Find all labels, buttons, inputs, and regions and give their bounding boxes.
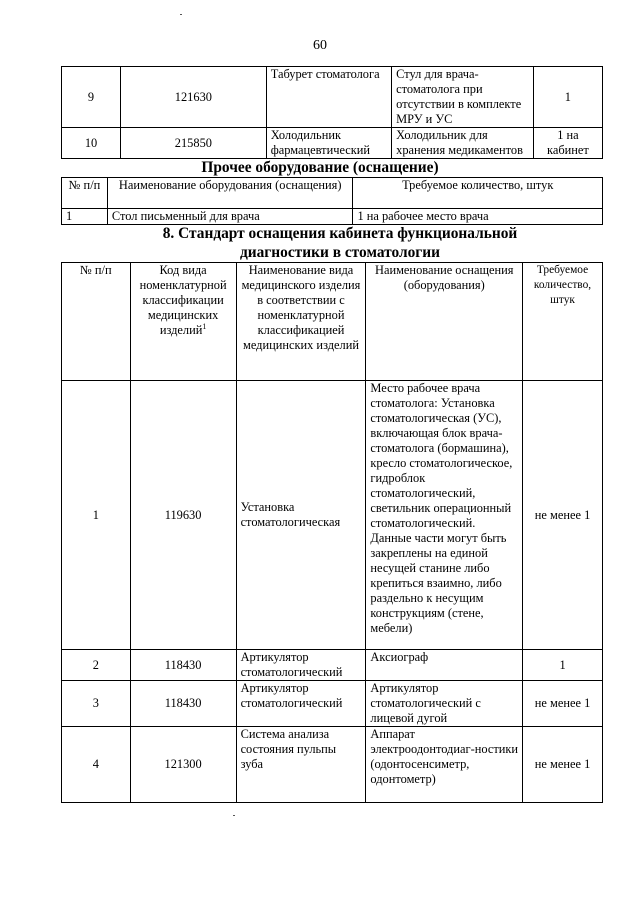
header-equipment-name: Наименование оборудования (оснащения) — [107, 178, 353, 209]
scan-speck — [180, 14, 182, 15]
footnote-marker: 1 — [202, 321, 207, 331]
row-number: 4 — [62, 727, 131, 803]
row-code: 119630 — [130, 381, 236, 650]
row-number: 1 — [62, 381, 131, 650]
table-row — [62, 128, 603, 159]
row-device-name: Установка стоматологическая — [236, 381, 366, 650]
row-equipment: Аксиограф — [366, 650, 523, 681]
header-quantity: Требуемое количество, штук — [353, 178, 603, 209]
row-quantity: 1 — [533, 67, 602, 128]
section-8-title: 8. Стандарт оснащения кабинета функциональной диагностики в стоматологии — [162, 225, 518, 261]
row-number: 3 — [62, 681, 131, 727]
row-equipment: Аппарат электроодонтодиаг-ностики (одонтосенсиметр, одонтометр) — [366, 727, 523, 803]
section-8-table — [61, 262, 603, 803]
header-device-name: Наименование вида медицинского изделия в соответствии с номенклатурной классификацией медицинских изделий — [236, 263, 366, 381]
section-8-heading — [120, 224, 560, 262]
row-code: 118430 — [130, 681, 236, 727]
header-equipment: Наименование оснащения (оборудования) — [366, 263, 523, 381]
equipment-table-continued — [61, 66, 603, 159]
row-equipment: Холодильник для хранения медикаментов — [392, 128, 534, 159]
row-device-name: Артикулятор стоматологический — [236, 681, 366, 727]
row-code: 215850 — [121, 128, 267, 159]
row-device-name: Табурет стоматолога — [266, 67, 391, 128]
row-quantity: не менее 1 — [523, 727, 603, 803]
row-quantity: 1 на рабочее место врача — [353, 209, 603, 225]
row-code: 121300 — [130, 727, 236, 803]
header-number: № п/п — [62, 178, 108, 209]
scan-speck — [233, 815, 235, 816]
table-header-row — [62, 178, 603, 209]
row-equipment-name: Стол письменный для врача — [107, 209, 353, 225]
row-code: 118430 — [130, 650, 236, 681]
header-quantity: Требуемое количество, штук — [523, 263, 603, 381]
table-row — [62, 650, 603, 681]
row-equipment: Место рабочее врача стоматолога: Установка стоматологическая (УС), включающая блок врача-стоматолога (бормашина), кресло стоматологическое, гидроблок стоматологический, светильник операционный стоматологический. Данные части могут быть закреплены на единой несущей станине либо крепиться взаимно, либо раздельно к несущим конструкциям (стене, мебели) — [366, 381, 523, 650]
row-equipment: Стул для врача-стоматолога при отсутствии в комплекте МРУ и УС — [392, 67, 534, 128]
row-device-name: Система анализа состояния пульпы зуба — [236, 727, 366, 803]
table-row — [62, 727, 603, 803]
row-number: 10 — [62, 128, 121, 159]
other-equipment-table — [61, 177, 603, 225]
row-code: 121630 — [121, 67, 267, 128]
table-row — [62, 209, 603, 225]
table-row — [62, 681, 603, 727]
row-quantity: 1 на кабинет — [533, 128, 602, 159]
row-number: 1 — [62, 209, 108, 225]
row-quantity: 1 — [523, 650, 603, 681]
table-row — [62, 381, 603, 650]
row-device-name: Артикулятор стоматологический — [236, 650, 366, 681]
row-quantity: не менее 1 — [523, 681, 603, 727]
page-number: 60 — [313, 38, 327, 53]
row-quantity: не менее 1 — [523, 381, 603, 650]
header-code-text: Код вида номенклатурной классификации медицинских изделий — [139, 263, 227, 337]
row-equipment: Артикулятор стоматологический с лицевой дугой — [366, 681, 523, 727]
row-device-name: Холодильник фармацевтический — [266, 128, 391, 159]
row-number: 2 — [62, 650, 131, 681]
table-header-row — [62, 263, 603, 381]
header-number: № п/п — [62, 263, 131, 381]
table-row — [62, 67, 603, 128]
row-number: 9 — [62, 67, 121, 128]
header-code — [130, 263, 236, 381]
other-equipment-heading: Прочее оборудование (оснащение) — [201, 159, 439, 176]
